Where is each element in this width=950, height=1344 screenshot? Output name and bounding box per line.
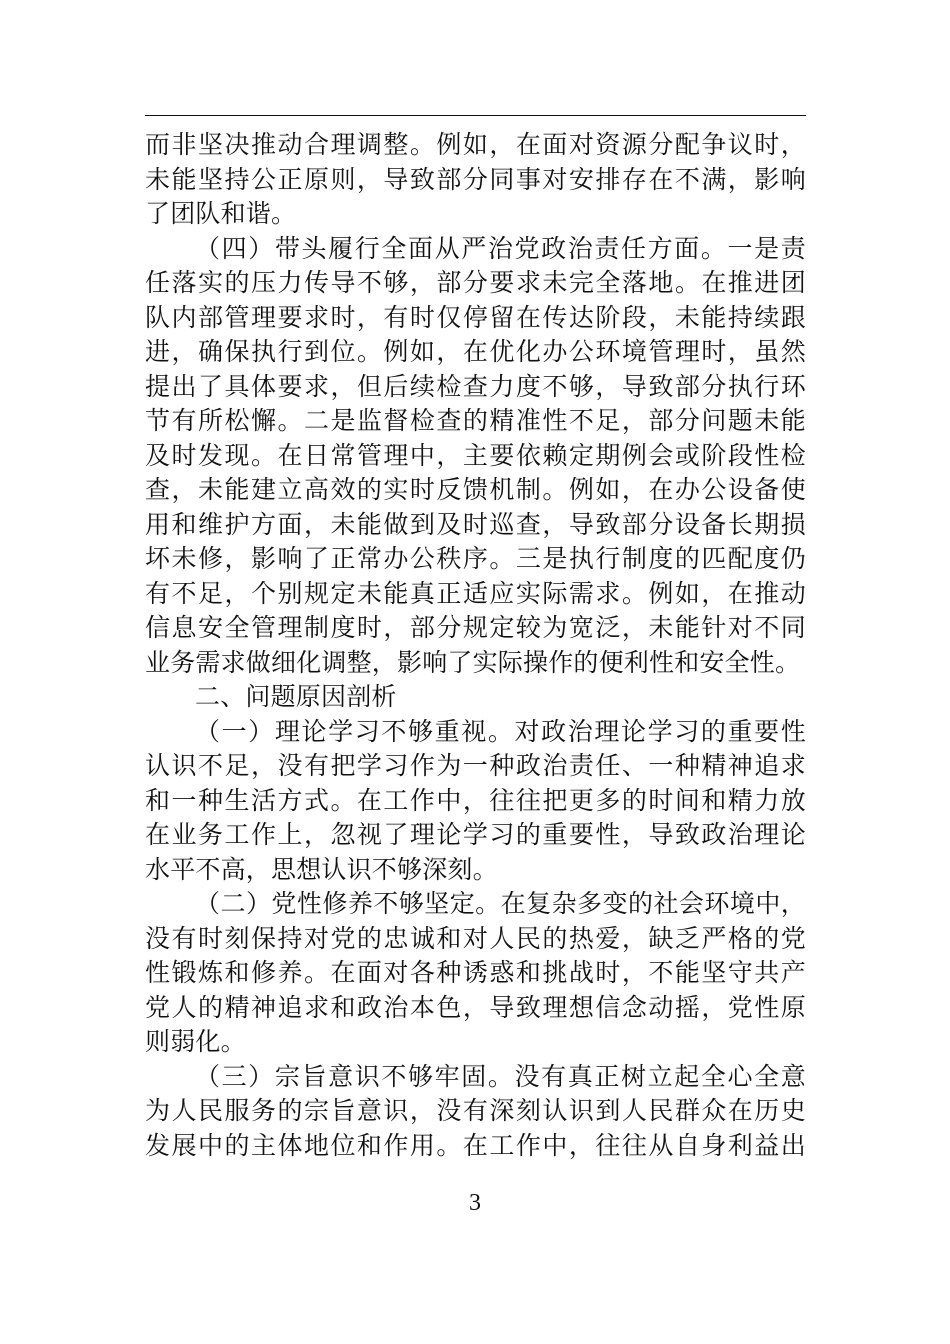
section-heading: 二、问题原因剖析 xyxy=(195,682,397,711)
text-line: 为人民服务的宗旨意识，没有深刻认识到人民群众在历史 xyxy=(145,1096,806,1125)
text-line: 未能坚持公正原则，导致部分同事对安排存在不满，影响 xyxy=(145,164,806,194)
text-line: 业务需求做细化调整，影响了实际操作的便利性和安全性。 xyxy=(145,647,801,677)
text-line: 则弱化。 xyxy=(145,1027,246,1056)
header-rule xyxy=(145,115,806,116)
text-line: （三）宗旨意识不够牢固。没有真正树立起全心全意 xyxy=(195,1061,806,1091)
text-line: 发展中的主体地位和作用。在工作中，往往从自身利益出 xyxy=(145,1130,806,1160)
text-line: 任落实的压力传导不够，部分要求未完全落地。在推进团 xyxy=(145,268,806,297)
text-line: 用和维护方面，未能做到及时巡查，导致部分设备长期损 xyxy=(145,509,806,539)
text-line: 了团队和谐。 xyxy=(145,199,297,228)
text-line: （二）党性修养不够坚定。在复杂多变的社会环境中， xyxy=(195,889,806,918)
text-line: 提出了具体要求，但后续检查力度不够，导致部分执行环 xyxy=(145,371,806,401)
text-line: 党人的精神追求和政治本色，导致理想信念动摇，党性原 xyxy=(145,992,806,1022)
page-number: 3 xyxy=(469,1190,481,1216)
text-line: 没有时刻保持对党的忠诚和对人民的热爱，缺乏严格的党 xyxy=(145,923,806,953)
text-line: 及时发现。在日常管理中，主要依赖定期例会或阶段性检 xyxy=(145,440,806,470)
text-line: 和一种生活方式。在工作中，往往把更多的时间和精力放 xyxy=(145,785,806,815)
text-line: 水平不高，思想认识不够深刻。 xyxy=(145,854,498,884)
text-line: 在业务工作上，忽视了理论学习的重要性，导致政治理论 xyxy=(145,820,806,849)
text-line: 性锻炼和修养。在面对各种诱惑和挑战时，不能坚守共产 xyxy=(145,958,806,987)
text-line: 节有所松懈。二是监督检查的精准性不足，部分问题未能 xyxy=(145,406,806,435)
text-line: 而非坚决推动合理调整。例如，在面对资源分配争议时， xyxy=(145,130,806,159)
text-line: 查，未能建立高效的实时反馈机制。例如，在办公设备使 xyxy=(145,475,806,504)
text-line: 进，确保执行到位。例如，在优化办公环境管理时，虽然 xyxy=(145,337,806,366)
text-line: 有不足，个别规定未能真正适应实际需求。例如，在推动 xyxy=(145,578,806,608)
text-line: 信息安全管理制度时，部分规定较为宽泛，未能针对不同 xyxy=(145,613,806,642)
text-line: （四）带头履行全面从严治党政治责任方面。一是责 xyxy=(195,233,806,263)
text-line: 队内部管理要求时，有时仅停留在传达阶段，未能持续跟 xyxy=(145,302,806,332)
text-line: 认识不足，没有把学习作为一种政治责任、一种精神追求 xyxy=(145,751,806,780)
body-text xyxy=(145,128,806,1163)
text-line: （一）理论学习不够重视。对政治理论学习的重要性 xyxy=(195,716,806,746)
text-line: 坏未修，影响了正常办公秩序。三是执行制度的匹配度仍 xyxy=(145,544,806,573)
